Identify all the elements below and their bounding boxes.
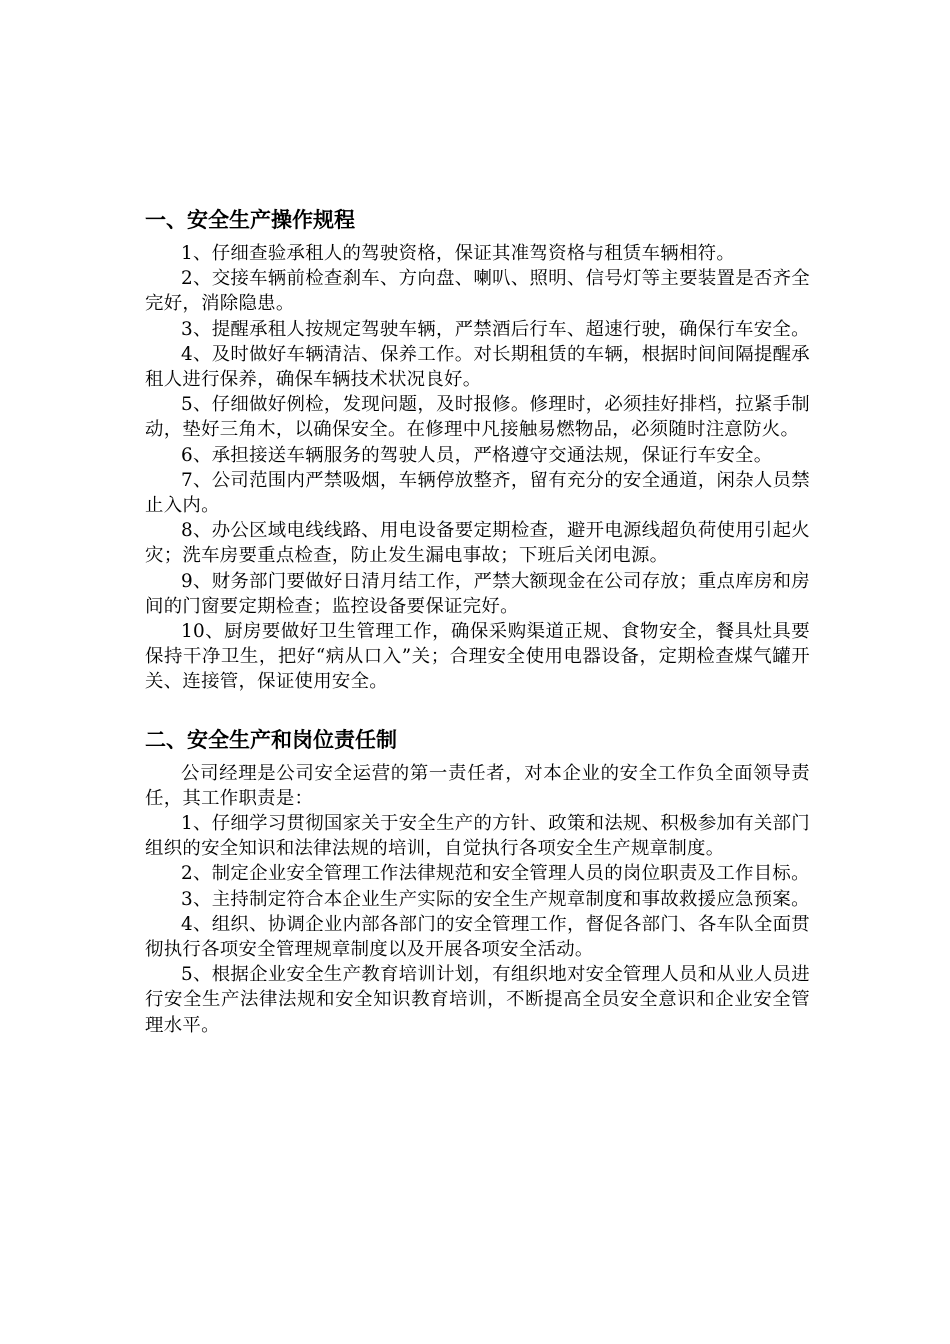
- paragraph: 1、仔细查验承租人的驾驶资格，保证其准驾资格与租赁车辆相符。: [181, 243, 736, 264]
- paragraph: 8、办公区域电线线路、用电设备要定期检查，避开电源线超负荷使用引起火灾；洗车房要重点检查，防止发生漏电事故；下班后关闭电源。: [145, 520, 810, 567]
- paragraph: 2、制定企业安全管理工作法律规范和安全管理人员的岗位职责及工作目标。: [181, 863, 810, 885]
- paragraph: 9、财务部门要做好日清月结工作，严禁大额现金在公司存放；重点库房和房间的门窗要定期检查；监控设备要保证完好。: [145, 570, 810, 617]
- paragraph: 4、组织、协调企业内部各部门的安全管理工作，督促各部门、各车队全面贯彻执行各项安全管理规章制度以及开展各项安全活动。: [145, 913, 810, 961]
- paragraph: 6、承担接送车辆服务的驾驶人员，严格遵守交通法规，保证行车安全。: [181, 444, 773, 466]
- section-heading-operation-rules: 一、安全生产操作规程: [145, 208, 355, 232]
- paragraph: 5、根据企业安全生产教育培训计划，有组织地对安全管理人员和从业人员进行安全生产法律法规和安全知识教育培训，不断提高全员安全意识和企业安全管理水平。: [145, 964, 810, 1036]
- paragraph: 3、提醒承租人按规定驾驶车辆，严禁酒后行车、超速行驶，确保行车安全。: [181, 318, 810, 340]
- section-heading-responsibility-system: 二、安全生产和岗位责任制: [145, 727, 397, 752]
- document-body: [145, 205, 810, 1038]
- paragraph: 4、及时做好车辆清洁、保养工作。对长期租赁的车辆，根据时间间隔提醒承租人进行保养，确保车辆技术状况良好。: [145, 343, 810, 391]
- paragraph: 10、厨房要做好卫生管理工作，确保采购渠道正规、食物安全，餐具灶具要保持干净卫生，把好“病从口入”关；合理安全使用电器设备，定期检查煤气罐开关、连接管，保证使用安全。: [145, 621, 810, 693]
- paragraph: 5、仔细做好例检，发现问题，及时报修。修理时，必须挂好排档，拉紧手制动，垫好三角木，以确保安全。在修理中凡接触易燃物品，必须随时注意防火。: [145, 394, 810, 441]
- paragraph: 7、公司范围内严禁吸烟，车辆停放整齐，留有充分的安全通道，闲杂人员禁止入内。: [145, 469, 810, 517]
- paragraph: 3、主持制定符合本企业生产实际的安全生产规章制度和事故救援应急预案。: [181, 888, 810, 910]
- paragraph: 公司经理是公司安全运营的第一责任者，对本企业的安全工作负全面领导责任，其工作职责是：: [145, 762, 810, 809]
- paragraph: 1、仔细学习贯彻国家关于安全生产的方针、政策和法规、积极参加有关部门组织的安全知识和法律法规的培训，自觉执行各项安全生产规章制度。: [145, 813, 810, 860]
- paragraph: 2、交接车辆前检查刹车、方向盘、喇叭、照明、信号灯等主要装置是否齐全完好，消除隐患。: [145, 268, 810, 315]
